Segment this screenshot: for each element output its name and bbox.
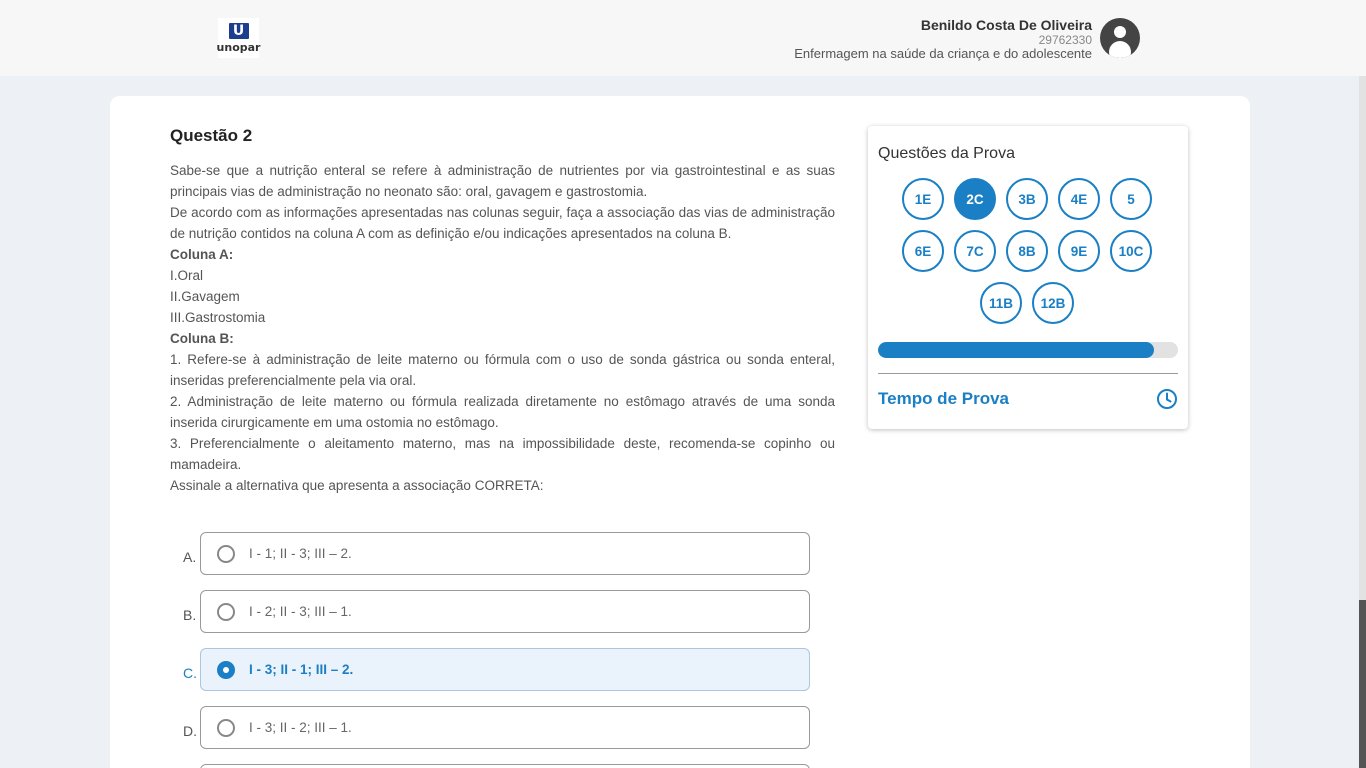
- question-instruction: Assinale a alternativa que apresenta a associação CORRETA:: [170, 478, 544, 493]
- option-box[interactable]: [200, 764, 810, 768]
- option-box[interactable]: [200, 648, 810, 691]
- user-id: 29762330: [1038, 33, 1092, 47]
- user-course: Enfermagem na saúde da criança e do adolescente: [794, 46, 1092, 61]
- column-b-item: 3. Preferencialmente o aleitamento materno, mas na impossibilidade deste, recomenda-se copinho ou mamadeira.: [170, 436, 835, 472]
- option-letter: C.: [183, 665, 197, 681]
- question-button-7[interactable]: 7C: [954, 230, 996, 272]
- question-button-1[interactable]: 1E: [902, 178, 944, 220]
- avatar-head: [1114, 26, 1126, 38]
- panel-divider: [878, 373, 1178, 374]
- logo-text: unopar: [216, 40, 261, 54]
- radio-button[interactable]: [217, 545, 235, 563]
- exam-questions-panel: [868, 126, 1188, 429]
- option-text: I - 3; II - 2; III – 1.: [249, 720, 352, 735]
- exam-progress-bar: [878, 342, 1178, 358]
- clock-icon[interactable]: [1156, 388, 1178, 410]
- question-button-6[interactable]: 6E: [902, 230, 944, 272]
- option-letter: A.: [183, 549, 197, 565]
- answer-option-a[interactable]: [170, 532, 810, 575]
- unopar-logo[interactable]: [218, 18, 259, 58]
- column-b-item: 2. Administração de leite materno ou fórmula realizada diretamente no estômago através de uma sonda inserida cirurgicamente em uma ostomia no estômago.: [170, 394, 835, 430]
- timer-label[interactable]: Tempo de Prova: [878, 389, 1009, 408]
- top-header: [0, 0, 1366, 76]
- avatar-body: [1109, 41, 1131, 58]
- radio-button[interactable]: [217, 661, 235, 679]
- question-paragraph: Sabe-se que a nutrição enteral se refere à administração de nutrientes por via gastrointestinal e as suas principais vias de administração no neonato são: oral, gavagem e gastrostomia.: [170, 163, 835, 199]
- column-a-item: I.Oral: [170, 268, 204, 283]
- page-scrollbar[interactable]: [1359, 76, 1366, 768]
- question-button-2[interactable]: 2C: [954, 178, 996, 220]
- scrollbar-thumb[interactable]: [1359, 600, 1366, 768]
- question-button-4[interactable]: 4E: [1058, 178, 1100, 220]
- question-button-10[interactable]: 10C: [1110, 230, 1152, 272]
- column-a-item: II.Gavagem: [170, 289, 240, 304]
- question-paragraph: De acordo com as informações apresentadas nas colunas seguir, faça a associação das vias de administração de nutrição contidos na coluna A com as definição e/ou indicações apresentados na coluna B.: [170, 205, 835, 241]
- answer-option-d[interactable]: [170, 706, 810, 749]
- column-b-heading: Coluna B:: [170, 331, 234, 346]
- exam-progress-fill: [878, 342, 1154, 358]
- option-letter: D.: [183, 723, 197, 739]
- question-button-5[interactable]: 5: [1110, 178, 1152, 220]
- question-button-8[interactable]: 8B: [1006, 230, 1048, 272]
- option-text: I - 3; II - 1; III – 2.: [249, 662, 354, 677]
- question-title: Questão 2: [170, 126, 253, 145]
- question-body: [170, 160, 835, 496]
- column-b-item: 1. Refere-se à administração de leite materno ou fórmula com o uso de sonda gástrica ou sonda enteral, inseridas preferencialmente pela via oral.: [170, 352, 835, 388]
- question-button-12[interactable]: 12B: [1032, 282, 1074, 324]
- radio-button[interactable]: [217, 603, 235, 621]
- answer-option-b[interactable]: [170, 590, 810, 633]
- question-button-3[interactable]: 3B: [1006, 178, 1048, 220]
- option-box[interactable]: [200, 706, 810, 749]
- panel-title: Questões da Prova: [878, 145, 1015, 162]
- column-a-item: III.Gastrostomia: [170, 310, 266, 325]
- answer-option-c[interactable]: [170, 648, 810, 691]
- answer-option-e-partial[interactable]: [170, 764, 810, 768]
- option-text: I - 1; II - 3; III – 2.: [249, 546, 352, 561]
- radio-button[interactable]: [217, 719, 235, 737]
- column-a-heading: Coluna A:: [170, 247, 234, 262]
- logo-mark-icon: U: [229, 23, 249, 39]
- user-name: Benildo Costa De Oliveira: [920, 17, 1092, 33]
- user-info: [794, 16, 1092, 62]
- question-button-9[interactable]: 9E: [1058, 230, 1100, 272]
- option-letter: B.: [183, 607, 197, 623]
- option-box[interactable]: [200, 590, 810, 633]
- user-avatar-icon[interactable]: [1100, 18, 1140, 58]
- option-text: I - 2; II - 3; III – 1.: [249, 604, 352, 619]
- option-box[interactable]: [200, 532, 810, 575]
- question-button-11[interactable]: 11B: [980, 282, 1022, 324]
